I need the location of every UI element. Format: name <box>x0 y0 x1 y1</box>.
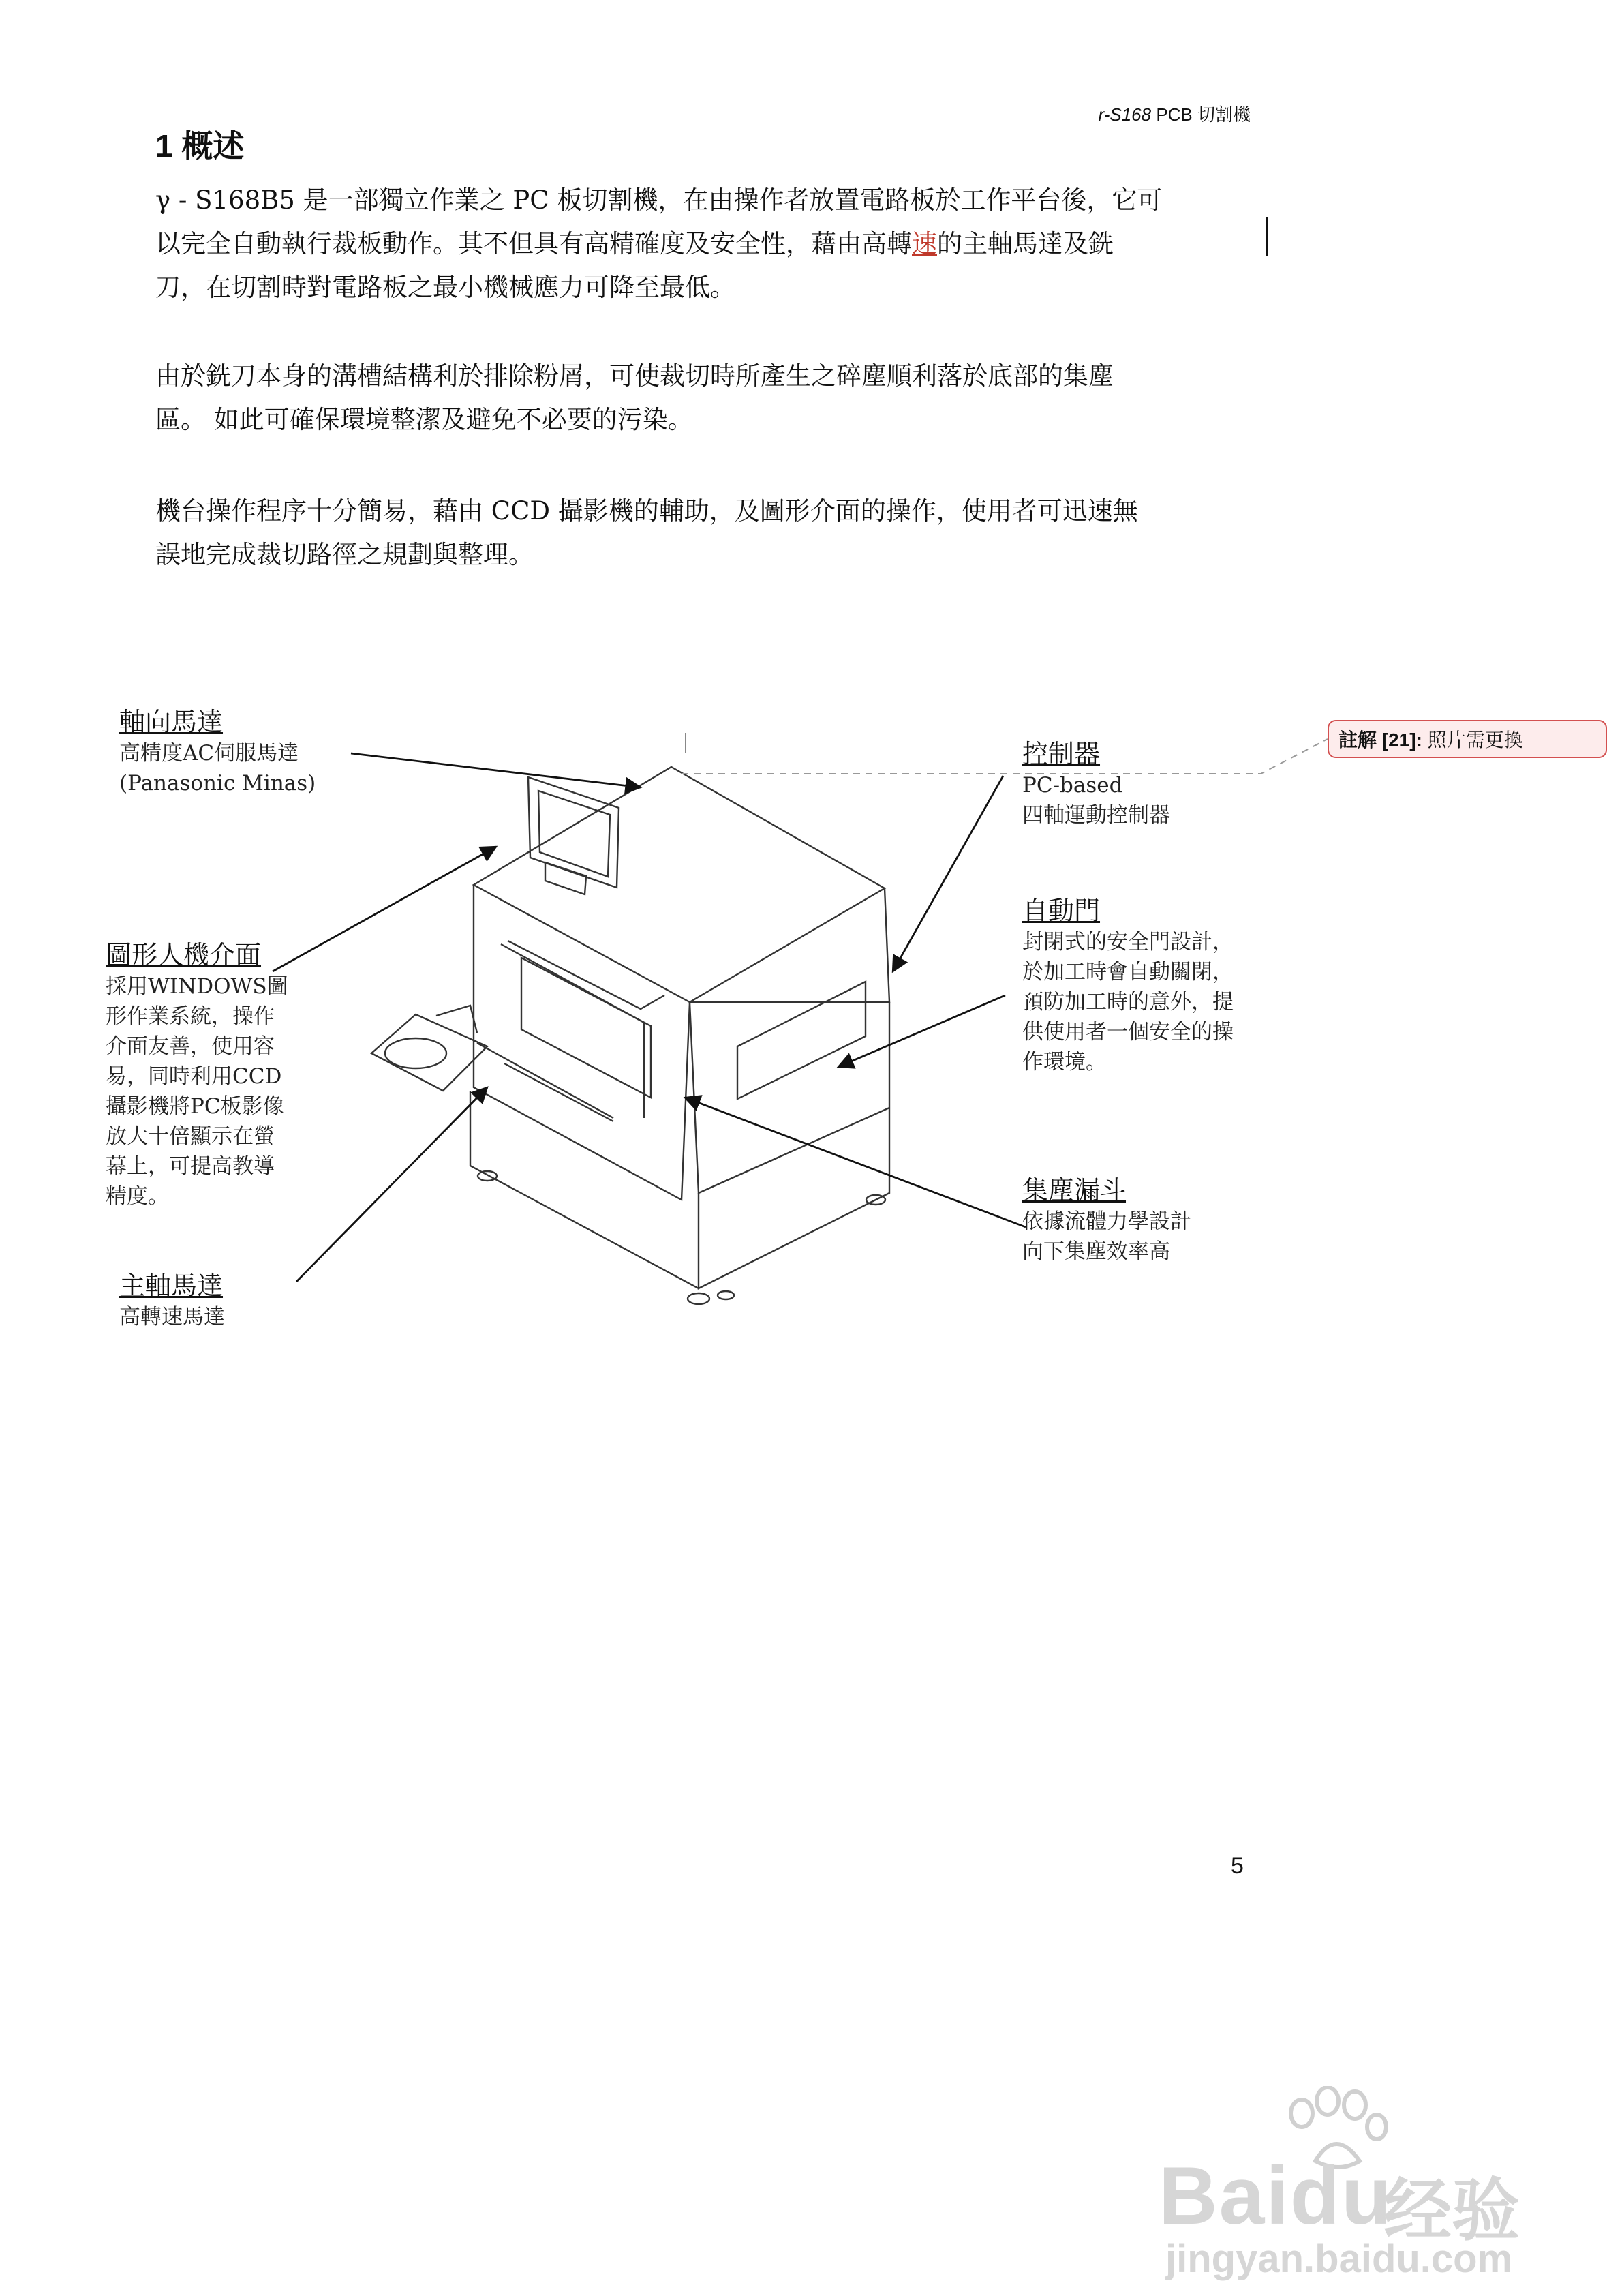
comment-connector <box>682 739 1328 774</box>
label-dust-hopper-title: 集塵漏斗 <box>1022 1175 1127 1205</box>
comment-label: 註解 [21]: <box>1338 729 1422 751</box>
arrow-spindle <box>296 1087 487 1282</box>
label-dust-hopper-line-2: 向下集塵效率高 <box>1022 1239 1170 1264</box>
label-axis-motor-line-1: 高精度AC伺服馬達 <box>119 741 299 766</box>
label-auto-door-line: 於加工時會自動關閉， <box>1022 960 1234 984</box>
header-model: r-S168 <box>1098 104 1152 125</box>
arrow-controller <box>893 776 1003 971</box>
label-gui-line: 幕上，可提高教導 <box>106 1154 275 1179</box>
header-title: PCB 切割機 <box>1156 104 1251 125</box>
label-axis-motor-title: 軸向馬達 <box>119 707 224 737</box>
label-spindle-line-1: 高轉速馬達 <box>119 1305 225 1329</box>
paragraph-3-line-1: 機台操作程序十分簡易，藉由 CCD 攝影機的輔助，及圖形介面的操作，使用者可迅速無 <box>155 496 1138 526</box>
paragraph-2-line-2: 區。 如此可確保環境整潔及避免不必要的污染。 <box>155 405 693 434</box>
watermark-brand <box>1159 2149 1392 2243</box>
label-axis-motor-line-2: (Panasonic Minas) <box>119 771 316 796</box>
paragraph-1-line-2-a: 以完全自動執行裁板動作。其不但具有高精確度及安全性，藉由高轉 <box>155 229 912 258</box>
label-axis-motor <box>119 701 316 798</box>
baidu-watermark <box>1159 2086 1595 2281</box>
arrow-axis-motor <box>351 753 641 787</box>
paragraph-1-line-1: γ - S168B5 是一部獨立作業之 PC 板切割機，在由操作者放置電路板於工作平台後，它可 <box>155 185 1163 215</box>
label-gui-line: 介面友善，使用容 <box>106 1034 275 1059</box>
callout-arrows <box>273 753 1026 1282</box>
label-auto-door-line: 供使用者一個安全的操 <box>1022 1020 1234 1044</box>
arrow-gui <box>273 847 496 971</box>
arrow-auto-door <box>838 995 1005 1067</box>
label-spindle <box>119 1265 225 1332</box>
label-gui-line: 放大十倍顯示在螢 <box>106 1124 275 1149</box>
machine-illustration <box>371 767 889 1304</box>
paragraph-2-line-1: 由於銑刀本身的溝槽結構利於排除粉屑，可使裁切時所產生之碎塵順利落於底部的集塵 <box>155 361 1114 391</box>
label-controller-line-1: PC-based <box>1022 773 1123 798</box>
label-auto-door <box>1022 890 1234 1077</box>
label-gui-line: 精度。 <box>106 1184 169 1209</box>
tracked-change-text: 速 <box>912 229 937 258</box>
label-gui-title: 圖形人機介面 <box>106 940 262 970</box>
watermark-brand-a: Bai <box>1159 2150 1290 2241</box>
paragraph-3-line-2: 誤地完成裁切路徑之規劃與整理。 <box>155 540 534 569</box>
label-controller-title: 控制器 <box>1022 739 1101 769</box>
label-spindle-title: 主軸馬達 <box>119 1271 224 1301</box>
label-gui <box>106 934 303 1211</box>
label-controller <box>1022 733 1170 830</box>
label-gui-line: 易，同時利用CCD <box>106 1064 282 1089</box>
label-gui-line: 形作業系統，操作 <box>106 1004 275 1029</box>
label-auto-door-line: 作環境。 <box>1022 1050 1107 1074</box>
comment-text: 照片需更換 <box>1427 729 1523 751</box>
watermark-cn: 经验 <box>1383 2171 1520 2250</box>
label-dust-hopper <box>1022 1169 1191 1267</box>
paragraph-1-line-2-b: 的主軸馬達及銑 <box>937 229 1114 258</box>
paragraph-1-line-3: 刀，在切割時對電路板之最小機械應力可降至最低。 <box>155 273 735 302</box>
arrow-dust-hopper <box>685 1098 1026 1227</box>
label-gui-line: 採用WINDOWS圖 <box>106 974 288 999</box>
label-auto-door-title: 自動門 <box>1022 896 1101 926</box>
watermark-brand-b: du <box>1289 2150 1393 2241</box>
watermark-url: jingyan.baidu.com <box>1165 2237 1513 2281</box>
review-comment[interactable] <box>1328 720 1607 758</box>
page-number: 5 <box>1231 1853 1244 1879</box>
label-auto-door-line: 預防加工時的意外，提 <box>1022 990 1234 1014</box>
section-heading: 1 概述 <box>155 128 245 164</box>
label-gui-line: 攝影機將PC板影像 <box>106 1094 284 1119</box>
label-auto-door-line: 封閉式的安全門設計， <box>1022 930 1234 954</box>
label-controller-line-2: 四軸運動控制器 <box>1022 803 1170 828</box>
label-dust-hopper-line-1: 依據流體力學設計 <box>1022 1209 1191 1234</box>
